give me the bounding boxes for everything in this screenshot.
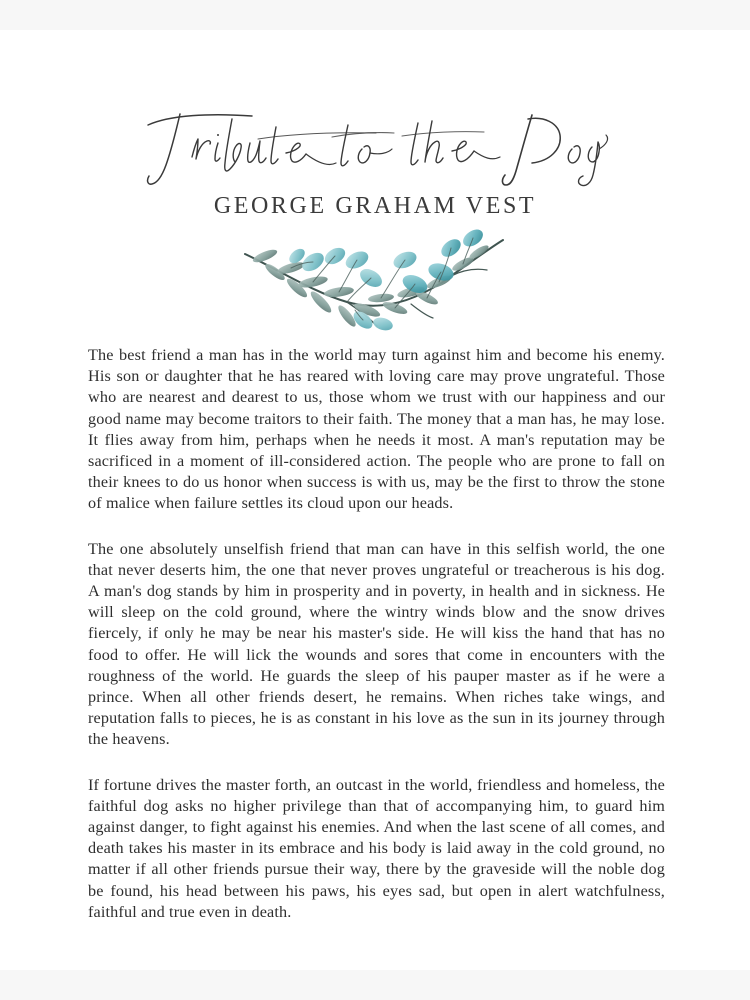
watercolor-branch-icon [235, 226, 515, 331]
poem-body [88, 345, 665, 923]
ornament-divider [0, 226, 750, 331]
author-name: GEORGE GRAHAM VEST [213, 193, 537, 219]
paragraph-3: If fortune drives the master forth, an outcast in the world, friendless and homeless, the faithful dog asks no higher privilege than that of accompanying him, to guard him against danger, to fight against his enemies. And when the last scene of all comes, and death takes his master in its embrace and his body is laid away in the cold ground, no matter if all other friends pursue their way, there by the graveside will the noble dog be found, his head between his paws, his eyes sad, but open in alert watchfulness, faithful and true even in death. [88, 775, 665, 921]
top-matte-band [0, 0, 750, 30]
paragraph-1: The best friend a man has in the world may turn against him and become his enemy. His son or daughter that he has reared with loving care may prove ungrateful. Those who are nearest and dearest to us, those whom we trust with our happiness and our good name may become traitors to their faith. The money that a man has, he may lose. It flies away from him, perhaps when he needs it most. A man's reputation may be sacrificed in a moment of ill-considered action. The people who are prone to fall on their knees to do us honor when success is with us, may be the first to throw the stone of malice when failure settles its cloud upon our heads. [88, 346, 665, 513]
poster-sheet [0, 30, 750, 970]
bottom-matte-band [0, 970, 750, 1000]
page-title [0, 105, 750, 189]
title-script-artwork [140, 105, 610, 189]
paragraph-2: The one absolutely unselfish friend that man can have in this selfish world, the one that never deserts him, the one that never proves ungrateful or treacherous is his dog. A man's dog stands by him in prosperity and in poverty, in health and in sickness. He will sleep on the cold ground, where the wintry winds blow and the snow drives fiercely, if only he may be near his master's side. He will kiss the hand that has no food to offer. He will lick the wounds and sores that come in encounters with the roughness of the world. He guards the sleep of his pauper master as if he were a prince. When all other friends desert, he remains. When riches take wings, and reputation falls to pieces, he is as constant in his love as the sun in its journey through the heavens. [88, 539, 665, 749]
